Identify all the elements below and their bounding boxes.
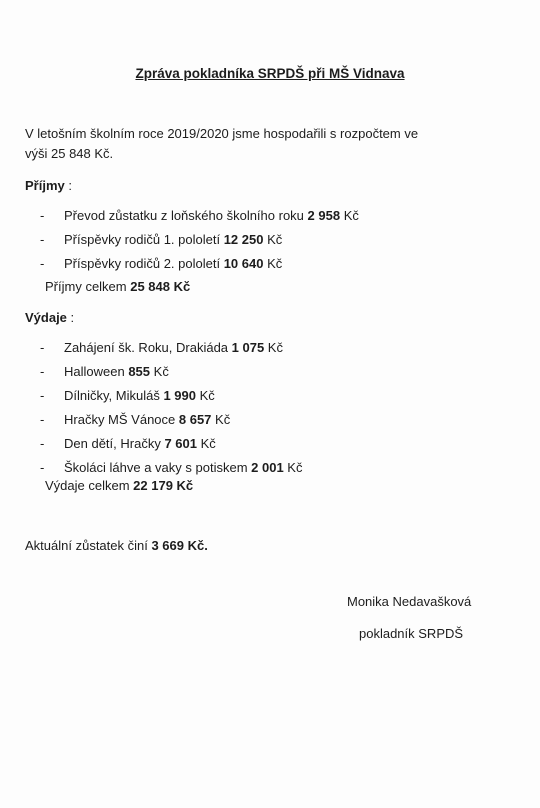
income-total <box>45 279 190 294</box>
bullet-dash: - <box>40 388 45 403</box>
income-list <box>40 206 359 278</box>
item-label: Převod zůstatku z loňského školního roku <box>64 208 308 223</box>
item-amount: 2 001 <box>251 460 284 475</box>
expenses-total-amount: 22 179 Kč <box>133 478 194 493</box>
bullet-dash: - <box>40 460 45 475</box>
list-item <box>40 230 359 254</box>
item-currency: Kč <box>264 340 283 355</box>
intro-line-2: výši 25 848 Kč. <box>25 146 114 161</box>
item-amount: 2 958 <box>307 208 341 223</box>
item-label: Dílničky, Mikuláš <box>64 388 164 403</box>
item-label: Den dětí, Hračky <box>64 436 165 451</box>
intro-line-1: V letošním školním roce 2019/2020 jsme hospodařili s rozpočtem ve <box>25 126 419 141</box>
list-item <box>40 206 359 230</box>
item-currency: Kč <box>263 232 283 247</box>
balance-amount: 3 669 Kč. <box>151 538 208 553</box>
item-label: Příspěvky rodičů 1. pololetí <box>64 232 224 247</box>
signature-name: Monika Nedavašková <box>347 594 472 609</box>
item-currency: Kč <box>263 256 283 271</box>
expenses-list <box>40 338 302 482</box>
item-label: Hračky MŠ Vánoce <box>64 412 179 427</box>
list-item <box>40 338 302 362</box>
item-currency: Kč <box>196 388 215 403</box>
item-amount: 10 640 <box>223 256 264 271</box>
item-label: Zahájení šk. Roku, Drakiáda <box>64 340 232 355</box>
item-currency: Kč <box>340 208 359 223</box>
item-currency: Kč <box>150 364 169 379</box>
bullet-dash: - <box>40 364 45 379</box>
bullet-dash: - <box>40 436 45 451</box>
expenses-heading <box>25 310 74 325</box>
item-label: Školáci láhve a vaky s potiskem <box>64 460 252 475</box>
document-title: Zpráva pokladníka SRPDŠ při MŠ Vidnava <box>135 66 405 81</box>
list-item <box>40 254 359 278</box>
item-label: Halloween <box>64 364 129 379</box>
bullet-dash: - <box>40 256 45 271</box>
signature-role: pokladník SRPDŠ <box>359 626 464 641</box>
item-currency: Kč <box>196 436 216 451</box>
intro-paragraph <box>25 124 515 164</box>
bullet-dash: - <box>40 340 45 355</box>
item-amount: 7 601 <box>164 436 197 451</box>
item-amount: 855 <box>128 364 151 379</box>
income-total-amount: 25 848 Kč <box>130 279 191 294</box>
list-item <box>40 410 302 434</box>
item-currency: Kč <box>283 460 303 475</box>
income-heading <box>25 178 72 193</box>
income-heading-label: Příjmy <box>25 178 65 193</box>
item-amount: 1 990 <box>163 388 196 403</box>
item-amount: 8 657 <box>178 412 212 427</box>
bullet-dash: - <box>40 208 45 223</box>
item-amount: 1 075 <box>231 340 265 355</box>
expenses-heading-suffix: : <box>66 310 75 325</box>
expenses-total-label: Výdaje celkem <box>45 478 134 493</box>
bullet-dash: - <box>40 232 45 247</box>
income-total-label: Příjmy celkem <box>45 279 131 294</box>
list-item <box>40 362 302 386</box>
income-heading-suffix: : <box>64 178 72 193</box>
item-amount: 12 250 <box>223 232 264 247</box>
list-item <box>40 434 302 458</box>
bullet-dash: - <box>40 412 45 427</box>
item-currency: Kč <box>211 412 231 427</box>
current-balance <box>25 538 208 553</box>
expenses-total <box>45 478 193 493</box>
expenses-heading-label: Výdaje <box>25 310 67 325</box>
balance-label: Aktuální zůstatek činí <box>25 538 152 553</box>
list-item <box>40 386 302 410</box>
item-label: Příspěvky rodičů 2. pololetí <box>64 256 224 271</box>
